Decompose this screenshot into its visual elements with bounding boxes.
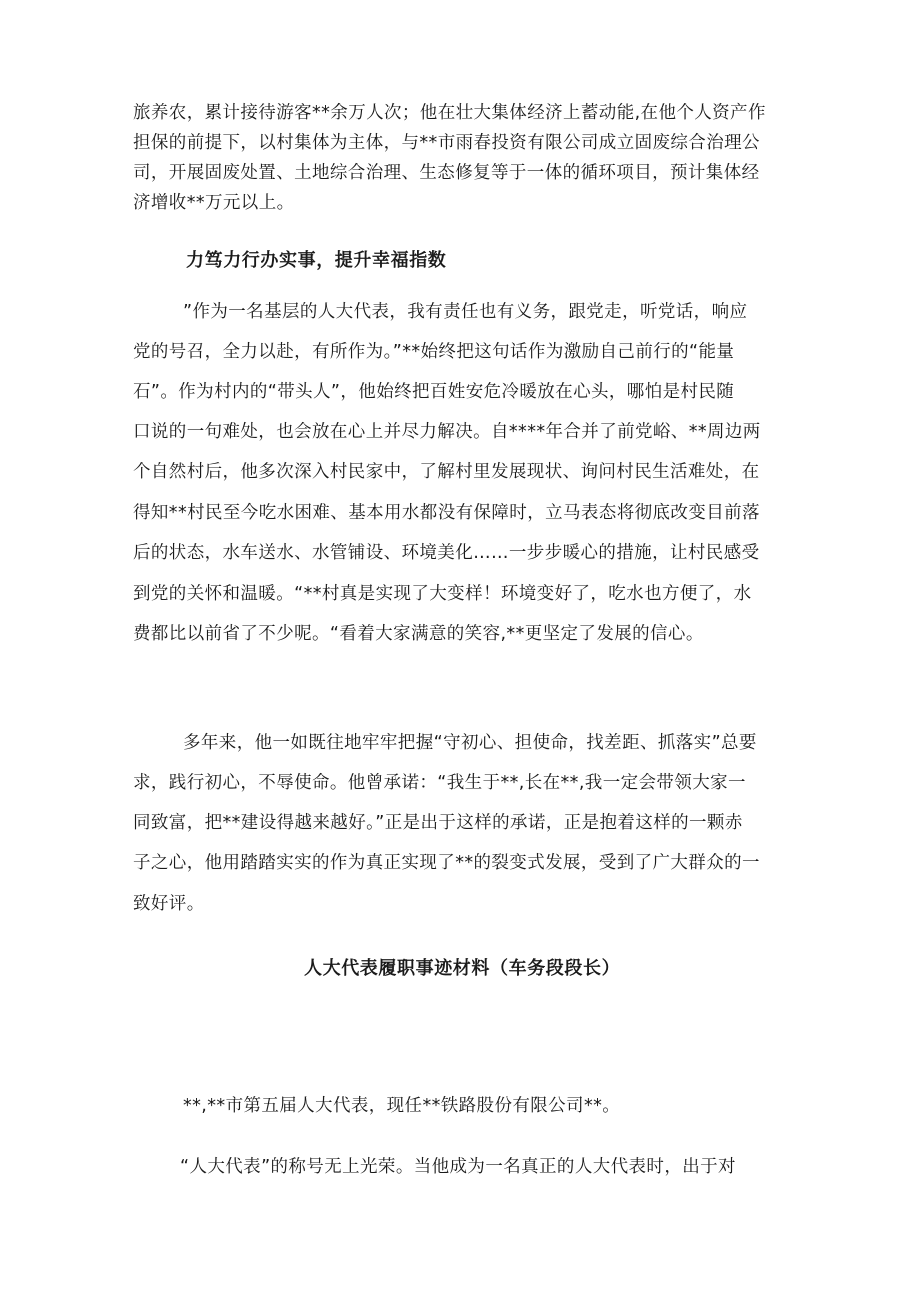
paragraph-line: 石”。作为村内的“带头人”，他始终把百姓安危冷暖放在心头，哪怕是村民随 <box>133 382 735 402</box>
paragraph-line: 致好评。 <box>133 894 205 914</box>
paragraph-line: 党的号召，全力以赴，有所作为。”**始终把这句话作为激励自己前行的“能量 <box>133 342 735 362</box>
document-title: 人大代表履职事迹材料（车务段段长） <box>304 958 621 979</box>
paragraph-line: 得知**村民至今吃水困难、基本用水都没有保障时，立马表态将彻底改变目前落 <box>133 503 760 523</box>
section-heading: 力笃力行办实事，提升幸福指数 <box>186 250 447 271</box>
paragraph-line: 求，践行初心，不辱使命。他曾承诺：“我生于**,长在**,我一定会带领大家一 <box>133 773 746 793</box>
paragraph-line: 司，开展固废处置、土地综合治理、生态修复等于一体的循环项目，预计集体经 <box>133 163 760 183</box>
paragraph-line: 担保的前提下，以村集体为主体，与**市雨春投资有限公司成立固废综合治理公 <box>133 133 760 153</box>
paragraph-line: 个自然村后，他多次深入村民家中，了解村里发展现状、询问村民生活难处，在 <box>133 462 760 482</box>
paragraph-line: 多年来，他一如既往地牢牢把握“守初心、担使命，找差距、抓落实”总要 <box>183 733 757 753</box>
paragraph-line: 济增收**万元以上。 <box>133 193 295 213</box>
paragraph-line: 到党的关怀和温暖。“**村真是实现了大变样！环境变好了，吃水也方便了，水 <box>133 584 752 604</box>
paragraph-line: “人大代表”的称号无上光荣。当他成为一名真正的人大代表时，出于对 <box>180 1157 736 1177</box>
paragraph-line: 子之心，他用踏踏实实的作为真正实现了**的裂变式发展，受到了广大群众的一 <box>133 853 760 873</box>
paragraph-line: **,**市第五届人大代表，现任**铁路股份有限公司**。 <box>183 1096 621 1116</box>
paragraph-line: 口说的一句难处，也会放在心上并尽力解决。自****年合并了前党峪、**周边两 <box>133 422 761 442</box>
paragraph-line: ”作为一名基层的人大代表，我有责任也有义务，跟党走，听党话，响应 <box>183 302 748 322</box>
paragraph-line: 同致富，把**建设得越来越好。”正是出于这样的承诺，正是抱着这样的一颗赤 <box>133 813 743 833</box>
paragraph-line: 旅养农，累计接待游客**余万人次；他在壮大集体经济上蓄动能,在他个人资产作 <box>133 103 766 123</box>
paragraph-line: 后的状态，水车送水、水管铺设、环境美化……一步步暖心的措施，让村民感受 <box>133 543 760 563</box>
paragraph-line: 费都比以前省了不少呢。“看着大家满意的笑容,**更坚定了发展的信心。 <box>133 624 704 644</box>
